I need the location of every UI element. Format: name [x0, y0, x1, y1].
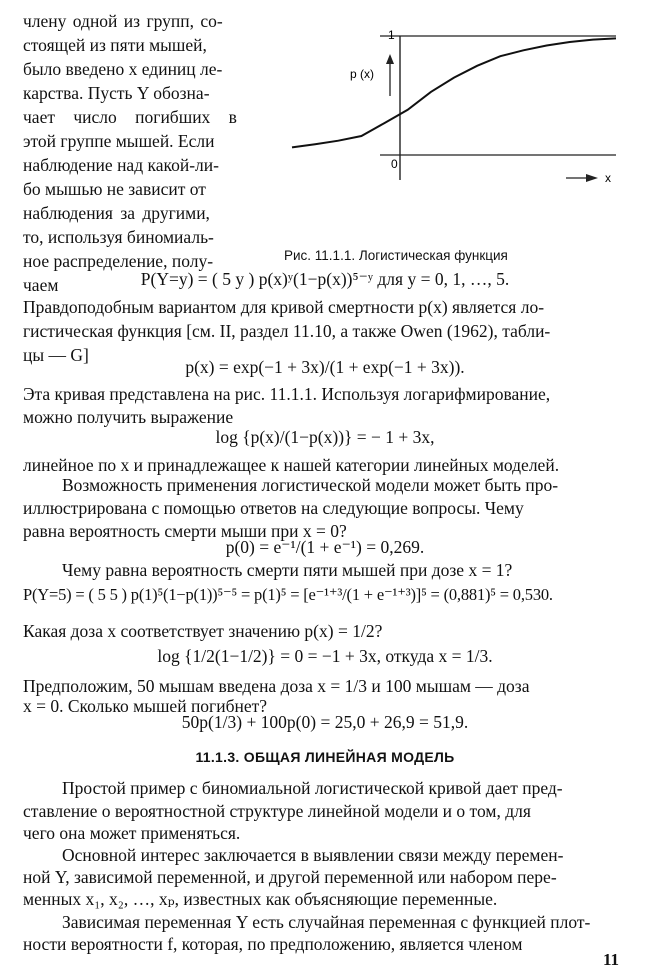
equation-logistic: p(x) = exp(−1 + 3x)/(1 + exp(−1 + 3x)). [185, 357, 465, 377]
x-axis-arrow-head [586, 174, 598, 182]
logistic-figure [280, 18, 625, 228]
text-line: Какая доза x соответствует значению p(x) = 1/2? [23, 621, 383, 641]
text-line: наблюдения за другими, [23, 203, 210, 223]
equation-binomial: P(Y=y) = ( 5 y ) p(x)ʸ(1−p(x))⁵⁻ʸ для y = 0, 1, …, 5. [140, 269, 510, 289]
figure-caption: Рис. 11.1.1. Логистическая функция [284, 248, 508, 263]
text-line: иллюстрирована с помощью ответов на следующие вопросы. Чему [23, 498, 524, 518]
text-line: гистическая функция [см. II, раздел 11.10, а также Owen (1962), табли- [23, 321, 551, 341]
text-line: линейное по x и принадлежащее к нашей категории линейных моделей. [23, 455, 560, 475]
text-line: чаем [23, 275, 59, 295]
x-axis-label: x [605, 171, 611, 185]
section-heading: 11.1.3. ОБЩАЯ ЛИНЕЙНАЯ МОДЕЛЬ [195, 749, 455, 765]
equation-half-dose: log {1/2(1−1/2)} = 0 = −1 + 3x, откуда x = 1/3. [157, 646, 493, 666]
text-line: Простой пример с биномиальной логистической кривой дает пред- [62, 778, 563, 798]
text-line: ставление о вероятностной структуре линейной модели и о том, для [23, 801, 531, 821]
text-line: стоящей из пяти мышей, [23, 35, 207, 55]
tick-label-one: 1 [388, 28, 395, 42]
tick-label-zero: 0 [391, 157, 398, 171]
equation-p-zero: p(0) = e⁻¹/(1 + e⁻¹) = 0,269. [225, 537, 425, 557]
text-line: было введено x единиц ле- [23, 59, 223, 79]
text-line: цы — G] [23, 345, 89, 365]
text-line: наблюдение над какой-ли- [23, 155, 219, 175]
text-line: Предположим, 50 мышам введена доза x = 1/3 и 100 мышам — доза [23, 676, 530, 696]
equation-total-deaths: 50p(1/3) + 100p(0) = 25,0 + 26,9 = 51,9. [181, 712, 469, 732]
text-line: x = 0. Сколько мышей погибнет? [23, 696, 268, 716]
text-line: Зависимая переменная Y есть случайная переменная с функцией плот- [62, 912, 591, 932]
text-line: чего она может применяться. [23, 823, 241, 843]
text-line: этой группе мышей. Если [23, 131, 215, 151]
text-line: карства. Пусть Y обозна- [23, 83, 210, 103]
text-line: чает число погибших в [23, 107, 237, 127]
text-line: Основной интерес заключается в выявлении связи между перемен- [62, 845, 564, 865]
text-line: можно получить выражение [23, 407, 234, 427]
text-line: менных x₁, x₂, …, xₚ, известных как объясняющие переменные. [23, 889, 498, 909]
page-number: 11 [603, 950, 620, 969]
text-line: члену одной из групп, со- [23, 11, 223, 31]
text-line: Правдоподобным вариантом для кривой смертности p(x) является ло- [23, 297, 545, 317]
y-axis-arrow-head [386, 54, 394, 64]
logistic-curve [292, 38, 616, 147]
text-line: Чему равна вероятность смерти пяти мышей при дозе x = 1? [62, 560, 513, 580]
y-axis-label: p (x) [350, 67, 374, 81]
text-line: то, используя биномиаль- [23, 227, 214, 247]
text-line: ности вероятности f, которая, по предположению, является членом [23, 934, 523, 954]
text-line: ной Y, зависимой переменной, и другой переменной или набором пере- [23, 867, 557, 887]
text-line: ное распределение, полу- [23, 251, 214, 271]
text-line: Возможность применения логистической модели может быть про- [62, 475, 559, 495]
equation-log-odds: log {p(x)/(1−p(x))} = − 1 + 3x, [215, 427, 435, 447]
text-line: бо мышью не зависит от [23, 179, 206, 199]
text-line: Эта кривая представлена на рис. 11.1.1. Используя логарифмирование, [23, 384, 551, 404]
text-line: равна вероятность смерти мыши при x = 0? [23, 521, 347, 541]
equation-p-five: P(Y=5) = ( 5 5 ) p(1)⁵(1−p(1))⁵⁻⁵ = p(1)⁵ = [e⁻¹⁺³/(1 + e⁻¹⁺³)]⁵ = (0,881)⁵ = 0,530. [23, 585, 553, 604]
